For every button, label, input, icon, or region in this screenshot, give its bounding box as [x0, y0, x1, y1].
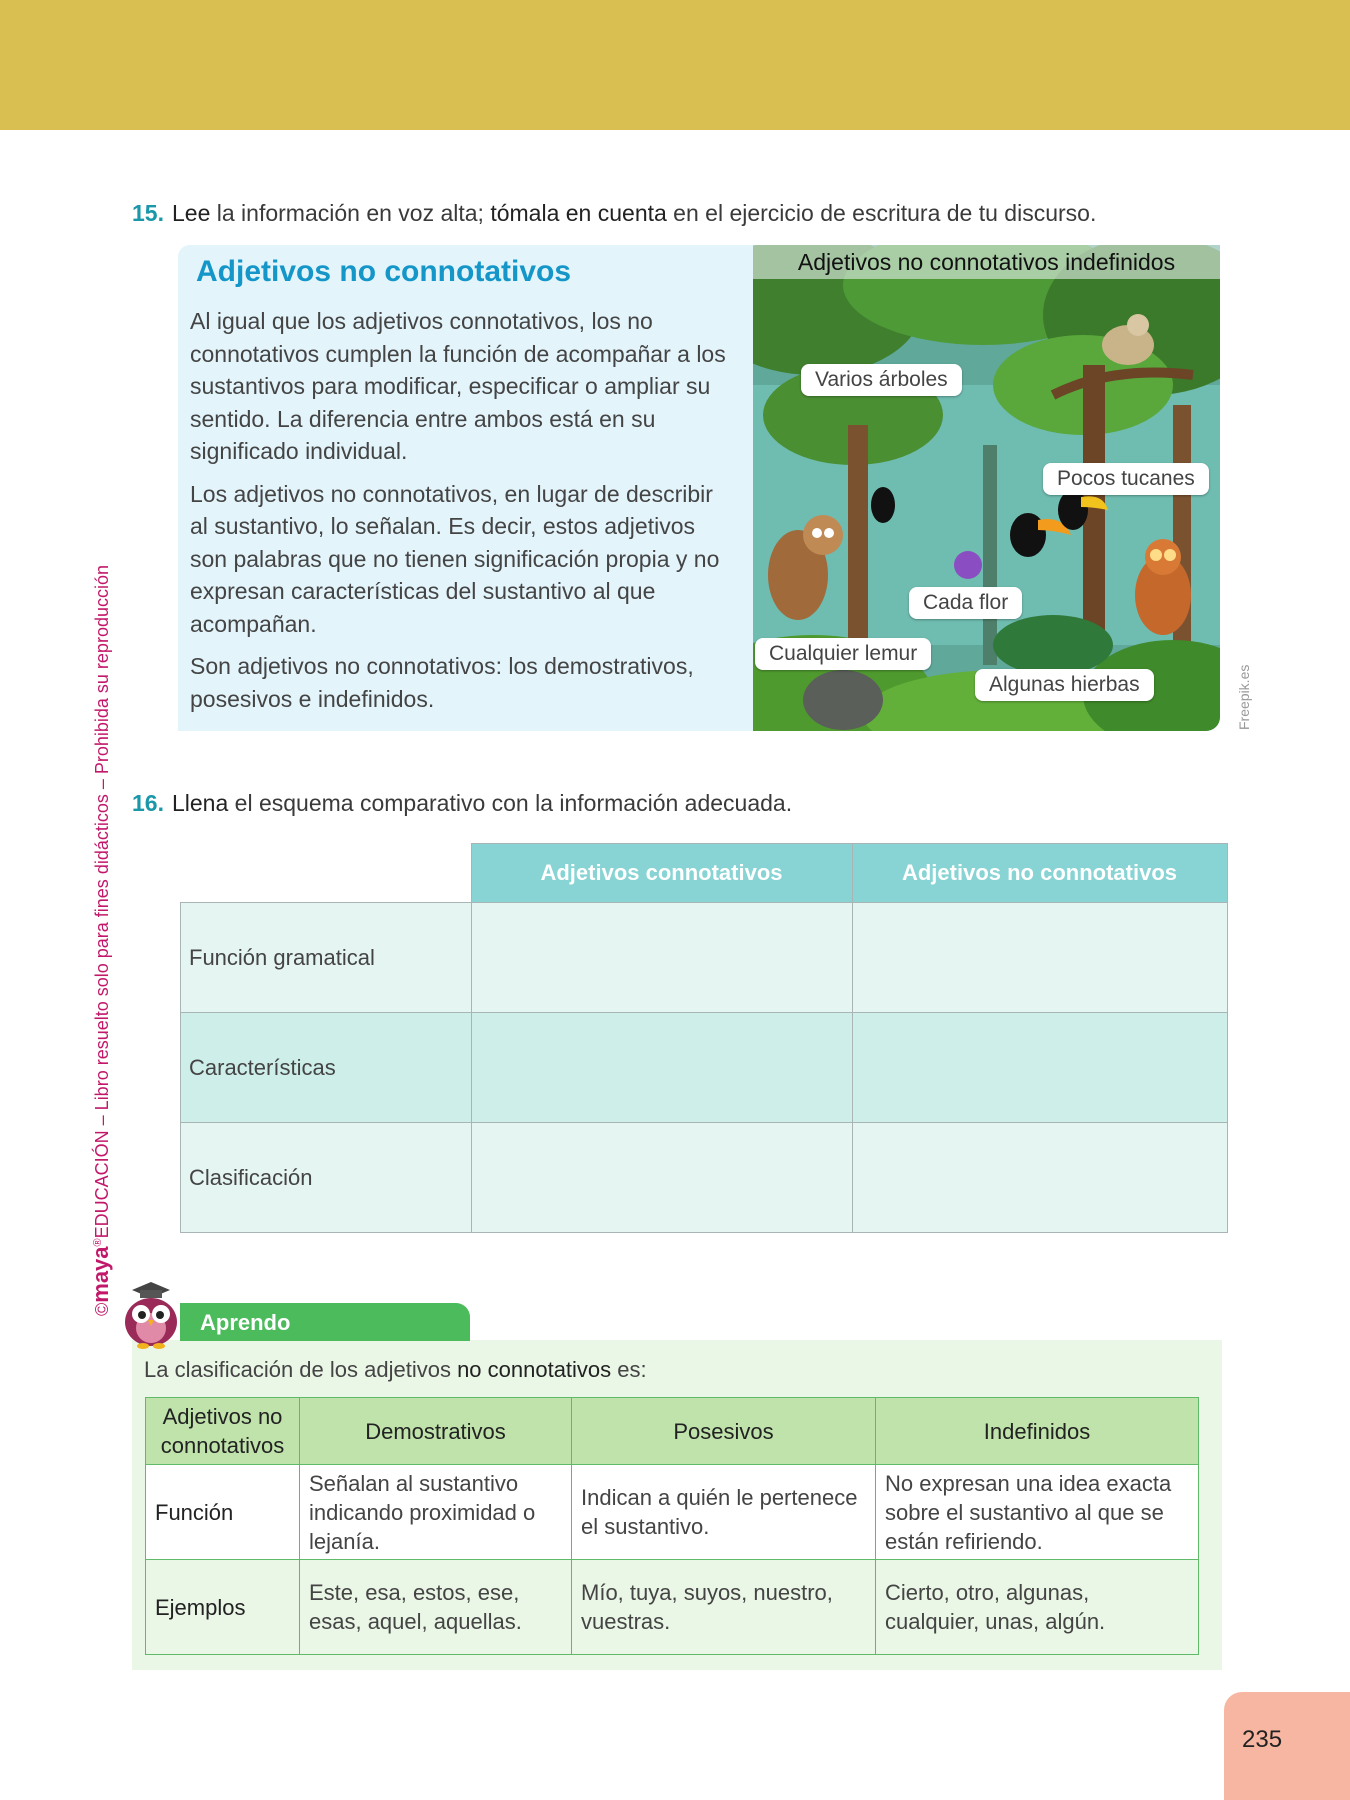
- table-header-row: [146, 1398, 1199, 1465]
- table-row: [146, 1560, 1199, 1655]
- table-row: [181, 1123, 1228, 1233]
- row-header: Clasificación: [181, 1123, 472, 1233]
- table-cell: Indican a quién le pertenece el sustantivo.: [572, 1465, 876, 1560]
- label-varios-arboles: Varios árboles: [801, 364, 962, 396]
- column-header: Adjetivos connotativos: [471, 844, 852, 903]
- info-paragraph: Son adjetivos no connotativos: los demostrativos, posesivos e indefinidos.: [190, 653, 694, 712]
- page-number: 235: [1224, 1692, 1350, 1800]
- answer-cell[interactable]: [471, 1123, 852, 1233]
- table-cell: Mío, tuya, suyos, nuestro, vuestras.: [572, 1560, 876, 1655]
- table-row: [146, 1465, 1199, 1560]
- aprendo-tab: Aprendo: [180, 1303, 470, 1341]
- label-pocos-tucanes: Pocos tucanes: [1043, 463, 1209, 495]
- jungle-illustration: [753, 245, 1220, 731]
- label-algunas-hierbas: Algunas hierbas: [975, 669, 1154, 701]
- illustration-title: Adjetivos no connotativos indefinidos: [753, 245, 1220, 279]
- column-header: Demostrativos: [300, 1398, 572, 1465]
- table-corner: [181, 844, 472, 903]
- comparison-table: [180, 843, 1228, 1233]
- exercise-number: 15.: [132, 200, 164, 226]
- info-paragraph: Al igual que los adjetivos connotativos, los no connotativos cumplen la función de acompañar a los sustantivos para modificar, especificar o ampliar su sentido. La diferencia entre ambos está en su significado individual.: [190, 308, 726, 464]
- row-header: Características: [181, 1013, 472, 1123]
- exercise-number: 16.: [132, 790, 164, 816]
- answer-cell[interactable]: [471, 1013, 852, 1123]
- table-row: [181, 1013, 1228, 1123]
- top-color-band: [0, 0, 1350, 130]
- table-cell: No expresan una idea exacta sobre el sustantivo al que se están refiriendo.: [876, 1465, 1199, 1560]
- image-credit: Freepik.es: [1236, 664, 1252, 730]
- brand-logo-text: maya: [88, 1246, 113, 1303]
- answer-cell[interactable]: [852, 903, 1227, 1013]
- table-cell: Señalan al sustantivo indicando proximidad o lejanía.: [300, 1465, 572, 1560]
- column-header: Adjetivos no connotativos: [852, 844, 1227, 903]
- column-header: Adjetivos no connotativos: [146, 1398, 300, 1465]
- info-box-text: [190, 305, 730, 725]
- row-header: Ejemplos: [146, 1560, 300, 1655]
- info-box: [178, 245, 753, 731]
- table-cell: Este, esa, estos, ese, esas, aquel, aquellas.: [300, 1560, 572, 1655]
- table-row: [181, 903, 1228, 1013]
- row-header: Función: [146, 1465, 300, 1560]
- exercise-16-instruction: 16. Llena el esquema comparativo con la información adecuada.: [132, 790, 793, 816]
- row-header: Función gramatical: [181, 903, 472, 1013]
- side-copyright-credit: ©maya®EDUCACIÓN – Libro resuelto solo para fines didácticos – Prohibida su reproducción: [88, 565, 113, 1316]
- answer-cell[interactable]: [852, 1013, 1227, 1123]
- exercise-15-instruction: 15. Lee la información en voz alta; tómala en cuenta en el ejercicio de escritura de tu discurso.: [132, 200, 1097, 226]
- table-cell: Cierto, otro, algunas, cualquier, unas, algún.: [876, 1560, 1199, 1655]
- owl-mascot-icon: [118, 1278, 184, 1355]
- answer-cell[interactable]: [471, 903, 852, 1013]
- column-header: Posesivos: [572, 1398, 876, 1465]
- aprendo-intro: La clasificación de los adjetivos no connotativos es:: [144, 1357, 647, 1382]
- label-cada-flor: Cada flor: [909, 587, 1022, 619]
- classification-table: [145, 1397, 1199, 1655]
- label-cualquier-lemur: Cualquier lemur: [755, 638, 931, 670]
- info-paragraph: Los adjetivos no connotativos, en lugar de describir al sustantivo, lo señalan. Es decir, estos adjetivos son palabras que no tienen significación propia y no expresan características del sustantivo al que acompañan.: [190, 480, 720, 637]
- column-header: Indefinidos: [876, 1398, 1199, 1465]
- answer-cell[interactable]: [852, 1123, 1227, 1233]
- info-box-title: Adjetivos no connotativos: [196, 255, 572, 288]
